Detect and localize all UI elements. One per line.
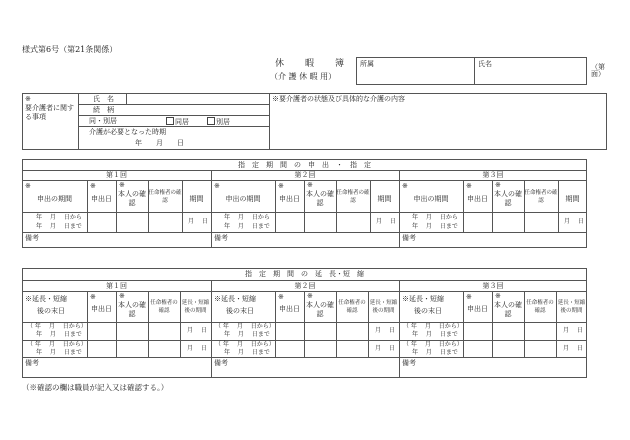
days-header: 期間 xyxy=(189,195,204,203)
round-3-header: 第３回 xyxy=(482,171,504,179)
self-check-header: 本人の確認 xyxy=(494,190,522,208)
page-number-label: （第 面） xyxy=(591,63,619,79)
ext-after-period-header: 延長・短縮後の期間 xyxy=(369,300,398,314)
ext-period-header-2: 後の末日 xyxy=(226,307,254,315)
ext-self-check-header: 本人の確認 xyxy=(306,301,334,319)
ext-from-1: （ 年 月 日から） xyxy=(215,323,275,330)
date-header: 申出日 xyxy=(91,195,112,203)
form-number: 様式第6号（第21条関係） xyxy=(22,45,118,54)
ext-remarks-label: 備考 xyxy=(402,359,416,367)
appointer-check-header: 任命権者の確認 xyxy=(148,190,182,204)
ext-days-1: 月 日 xyxy=(563,327,583,334)
ext-from-2: （ 年 月 日から） xyxy=(27,341,87,348)
care-relation-label: 続 柄 xyxy=(93,106,114,114)
ext-appointer-header: 任命権者の確認 xyxy=(338,300,366,314)
appointer-check-header: 任命権者の確認 xyxy=(524,190,558,204)
period-to: 年 月 日まで xyxy=(224,223,270,230)
self-check-header: 本人の確認 xyxy=(118,190,146,208)
ext-period-header: ※延長・短縮 xyxy=(25,295,67,303)
together-option[interactable] xyxy=(166,117,189,126)
ext-date-header: 申出日 xyxy=(91,305,112,313)
dept-label: 所属 xyxy=(360,60,374,68)
care-living-label: 同・別居 xyxy=(89,117,117,125)
period-header: 申出の期間 xyxy=(37,195,72,203)
period-to: 年 月 日まで xyxy=(412,223,458,230)
form-title: 休 暇 簿 xyxy=(275,59,346,69)
round-2-header: 第２回 xyxy=(294,171,316,179)
ext-after-period-header: 延長・短縮後の期間 xyxy=(557,300,586,314)
remarks-label: 備考 xyxy=(25,234,39,242)
period-from: 年 月 日から xyxy=(412,214,458,221)
name-label: 氏名 xyxy=(478,60,492,68)
period-from: 年 月 日から xyxy=(36,214,82,221)
ext-date-header: 申出日 xyxy=(279,305,300,313)
round-1-header: 第１回 xyxy=(106,171,127,179)
remarks-label: 備考 xyxy=(214,234,228,242)
together-label: 同居 xyxy=(175,118,189,126)
ext-remarks-label: 備考 xyxy=(214,359,228,367)
ext-round-3-header: 第３回 xyxy=(482,282,504,290)
ext-to-1: 年 月 日まで xyxy=(36,331,82,338)
together-checkbox[interactable] xyxy=(166,117,174,125)
date-header: 申出日 xyxy=(467,195,488,203)
extension-title: 指 定 期 間 の 延 長・短 縮 xyxy=(245,270,364,278)
ext-days-2: 月 日 xyxy=(187,345,207,352)
care-name-label: 氏 名 xyxy=(93,95,114,103)
date-header: 申出日 xyxy=(279,195,300,203)
care-start-date: 年 月 日 xyxy=(135,139,184,147)
form-subtitle: （介 護 休 暇 用） xyxy=(270,72,337,81)
ext-days-2: 月 日 xyxy=(375,345,395,352)
period-header: 申出の期間 xyxy=(225,195,261,203)
care-subject-label: 要介護者に関する事項 xyxy=(25,104,74,122)
days-header: 期間 xyxy=(565,195,580,203)
separate-label: 別居 xyxy=(216,118,230,126)
remarks-label: 備考 xyxy=(402,234,416,242)
ext-self-check-header: 本人の確認 xyxy=(118,301,146,319)
ext-from-1: （ 年 月 日から） xyxy=(403,323,463,330)
header-divider xyxy=(474,57,475,85)
period-from: 年 月 日から xyxy=(224,214,270,221)
ext-period-header-2: 後の末日 xyxy=(414,307,442,315)
period-header: 申出の期間 xyxy=(413,195,449,203)
separate-checkbox[interactable] xyxy=(207,117,215,125)
ext-days-1: 月 日 xyxy=(375,327,395,334)
ext-round-2-header: 第２回 xyxy=(294,282,316,290)
ext-from-1: （ 年 月 日から） xyxy=(27,323,87,330)
ext-days-1: 月 日 xyxy=(187,327,207,334)
period-days: 月 日 xyxy=(188,218,208,225)
ext-to-1: 年 月 日まで xyxy=(412,331,458,338)
ext-remarks-label: 備考 xyxy=(25,359,39,367)
designation-title: 指 定 期 間 の 申 出 ・ 指 定 xyxy=(238,161,371,169)
ext-period-header-2: 後の末日 xyxy=(37,307,65,315)
ext-period-header: ※延長・短縮 xyxy=(402,295,444,303)
care-state-label: ※要介護者の状態及び具体的な介護の内容 xyxy=(272,95,405,103)
ext-to-2: 年 月 日まで xyxy=(36,349,82,356)
care-start-label: 介護が必要となった時期 xyxy=(89,128,166,136)
footnote: （※確認の欄は職員が記入又は確認する。） xyxy=(22,383,169,392)
ext-from-2: （ 年 月 日から） xyxy=(215,341,275,348)
ext-after-period-header: 延長・短縮後の期間 xyxy=(181,300,210,314)
days-header: 期間 xyxy=(377,195,392,203)
ext-date-header: 申出日 xyxy=(467,305,488,313)
self-check-header: 本人の確認 xyxy=(306,190,334,208)
ext-appointer-header: 任命権者の確認 xyxy=(150,300,178,314)
period-days: 月 日 xyxy=(564,218,584,225)
appointer-check-header: 任命権者の確認 xyxy=(336,190,370,204)
ext-days-2: 月 日 xyxy=(563,345,583,352)
ext-to-2: 年 月 日まで xyxy=(224,349,270,356)
ext-to-2: 年 月 日まで xyxy=(412,349,458,356)
care-asterisk: ※ xyxy=(25,95,31,103)
period-days: 月 日 xyxy=(376,218,396,225)
ext-to-1: 年 月 日まで xyxy=(224,331,270,338)
ext-from-2: （ 年 月 日から） xyxy=(403,341,463,348)
separate-option[interactable] xyxy=(207,117,230,126)
period-to: 年 月 日まで xyxy=(36,223,82,230)
ext-self-check-header: 本人の確認 xyxy=(494,301,522,319)
ext-round-1-header: 第１回 xyxy=(106,282,127,290)
ext-period-header: ※延長・短縮 xyxy=(214,295,256,303)
header-box xyxy=(356,57,587,85)
ext-appointer-header: 任命権者の確認 xyxy=(526,300,554,314)
